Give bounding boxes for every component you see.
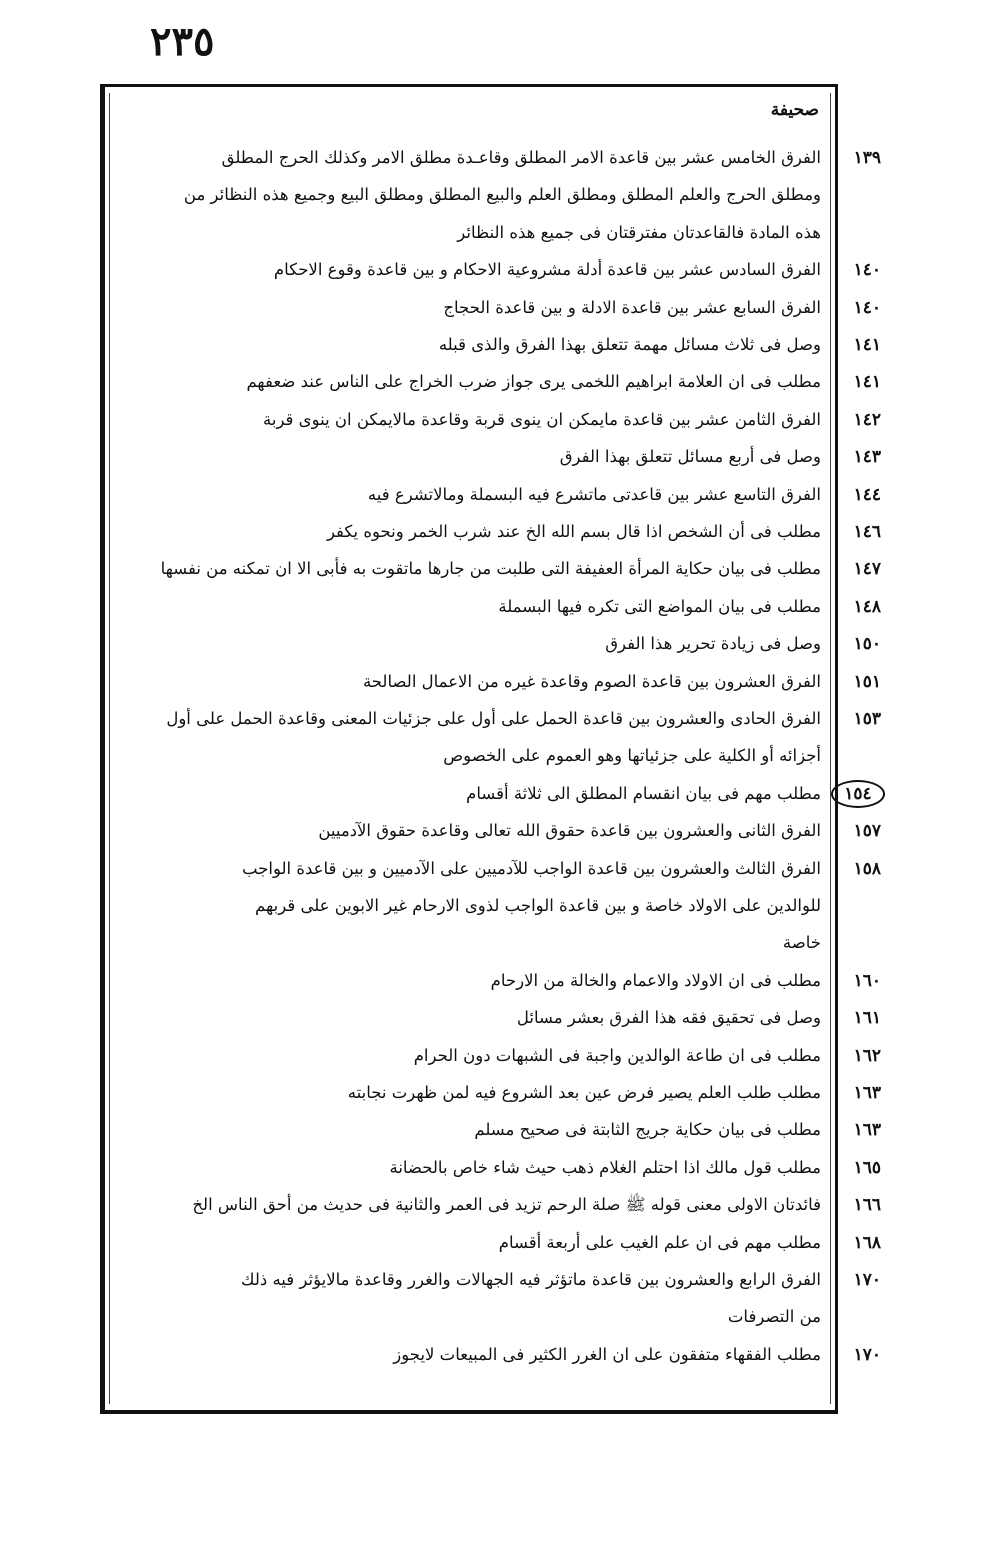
toc-entry <box>114 520 881 544</box>
toc-entry-text: الفرق الثانى والعشرون بين قاعدة حقوق الله تعالى وقاعدة حقوق الآدميين <box>318 821 821 840</box>
toc-entry-continuation <box>114 744 821 768</box>
toc-entry <box>114 857 881 881</box>
toc-page-number: ١٤١ <box>853 335 881 355</box>
toc-entry <box>114 1156 881 1180</box>
toc-page-number: ١٦٢ <box>853 1046 881 1066</box>
toc-entry-text: الفرق السابع عشر بين قاعدة الادلة و بين قاعدة الحجاج <box>443 298 821 317</box>
toc-entry <box>114 1006 881 1030</box>
toc-entry <box>114 370 881 394</box>
toc-page-number: ١٥٣ <box>853 709 881 729</box>
toc-entry <box>114 408 881 432</box>
toc-entry-text: مطلب طلب العلم يصير فرض عين بعد الشروع فيه لمن ظهرت نجابته <box>347 1083 821 1102</box>
toc-page-number: ١٧٠ <box>853 1345 881 1365</box>
toc-entry-text: الفرق الخامس عشر بين قاعدة الامر المطلق وقاعـدة مطلق الامر وكذلك الحرج المطلق <box>221 148 821 167</box>
toc-page-number: ١٥٧ <box>853 821 881 841</box>
toc-page-number: ١٤٠ <box>853 260 881 280</box>
toc-entry-text: مطلب مهم فى بيان انقسام المطلق الى ثلاثة أقسام <box>466 784 821 803</box>
toc-entry <box>114 819 881 843</box>
toc-page-number: ١٥١ <box>853 672 881 692</box>
toc-entry <box>114 595 881 619</box>
toc-entry <box>114 1193 881 1217</box>
toc-entry <box>114 1343 881 1367</box>
toc-entry <box>114 707 881 731</box>
toc-entry <box>114 1231 881 1255</box>
toc-page-number: ١٦٨ <box>853 1233 881 1253</box>
toc-page-number: ١٣٩ <box>853 148 881 168</box>
toc-entry <box>114 1081 881 1105</box>
toc-entry <box>114 632 881 656</box>
toc-entry-text: الفرق العشرون بين قاعدة الصوم وقاعدة غيره من الاعمال الصالحة <box>362 672 821 691</box>
toc-page-number: ١٥٤ <box>831 780 885 808</box>
toc-page-number: ١٤٧ <box>853 559 881 579</box>
toc-entry-text: وصل فى تحقيق فقه هذا الفرق بعشر مسائل <box>516 1008 821 1027</box>
toc-entry-text: فائدتان الاولى معنى قوله ﷺ صلة الرحم تزيد فى العمر والثانية فى حديث من أحق الناس الخ <box>192 1195 821 1214</box>
toc-entry <box>114 670 881 694</box>
toc-entry-text: مطلب قول مالك اذا احتلم الغلام ذهب حيث شاء خاص بالحضانة <box>389 1158 821 1177</box>
toc-entry-text: وصل فى زيادة تحرير هذا الفرق <box>605 634 821 653</box>
toc-entry <box>114 333 881 357</box>
toc-page-number: ١٦٣ <box>853 1120 881 1140</box>
toc-page-number: ١٤٦ <box>853 522 881 542</box>
toc-entry <box>114 557 881 581</box>
toc-entry-text: وصل فى ثلاث مسائل مهمة تتعلق بهذا الفرق والذى قبله <box>438 335 821 354</box>
toc-entry-continuation <box>114 931 821 955</box>
toc-entry-text: من التصرفات <box>727 1307 821 1326</box>
toc-entry-continuation <box>114 894 821 918</box>
toc-entry-text: الفرق الثامن عشر بين قاعدة مايمكن ان ينوى قربة وقاعدة مالايمكن ان ينوى قربة <box>263 410 821 429</box>
toc-page-number: ١٦٣ <box>853 1083 881 1103</box>
toc-entry-text: مطلب فى ان الاولاد والاعمام والخالة من الارحام <box>490 971 821 990</box>
toc-entry <box>114 258 881 282</box>
toc-entry-text: مطلب فى بيان المواضع التى تكره فيها البسملة <box>498 597 821 616</box>
toc-entry <box>114 1044 881 1068</box>
toc-entry <box>114 782 872 806</box>
page-number: ٢٣٥ <box>150 18 215 65</box>
toc-entry-text: مطلب مهم فى ان علم الغيب على أربعة أقسام <box>498 1233 821 1252</box>
toc-entry <box>114 296 881 320</box>
toc-entry-text: خاصة <box>782 933 821 952</box>
toc-page-number: ١٤٢ <box>853 410 881 430</box>
toc-entry-text: الفرق الحادى والعشرون بين قاعدة الحمل على أول على جزئيات المعنى وقاعدة الحمل على أول <box>166 709 821 728</box>
header-label: صحيفة <box>770 100 819 120</box>
toc-page-number: ١٤١ <box>853 372 881 392</box>
toc-page-number: ١٤٤ <box>853 485 881 505</box>
toc-entry-text: وصل فى أربع مسائل تتعلق بهذا الفرق <box>559 447 821 466</box>
toc-entry <box>114 146 881 170</box>
toc-entry-text: الفرق السادس عشر بين قاعدة أدلة مشروعية الاحكام و بين قاعدة وقوع الاحكام <box>273 260 821 279</box>
toc-entry <box>114 483 881 507</box>
toc-entry <box>114 445 881 469</box>
toc-entry-text: هذه المادة فالقاعدتان مفترقتان فى جميع هذه النظائر <box>457 223 821 242</box>
toc-entry-continuation <box>114 1305 821 1329</box>
toc-entry-text: أجزائه أو الكلية على جزئياتها وهو العموم على الخصوص <box>443 746 821 765</box>
toc-entry-text: ومطلق الحرج والعلم المطلق ومطلق العلم والبيع المطلق ومطلق البيع وجميع هذه النظائر من <box>183 185 821 204</box>
toc-entry-text: مطلب الفقهاء متفقون على ان الغرر الكثير فى المبيعات لايجوز <box>393 1345 821 1364</box>
toc-entry <box>114 1118 881 1142</box>
toc-page-number: ١٤٨ <box>853 597 881 617</box>
toc-entry-text: مطلب فى بيان حكاية جريج الثابتة فى صحيح مسلم <box>474 1120 821 1139</box>
toc-entry-text: مطلب فى ان طاعة الوالدين واجبة فى الشبهات دون الحرام <box>413 1046 821 1065</box>
toc-entry-text: للوالدين على الاولاد خاصة و بين قاعدة الواجب لذوى الارحام غير الابوين على قربهم <box>255 896 821 915</box>
toc-entry-continuation <box>114 183 821 207</box>
toc-page-number: ١٧٠ <box>853 1270 881 1290</box>
toc-entry <box>114 969 881 993</box>
toc-page-number: ١٦١ <box>853 1008 881 1028</box>
toc-entry-text: الفرق الرابع والعشرون بين قاعدة ماتؤثر فيه الجهالات والغرر وقاعدة مالايؤثر فيه ذلك <box>240 1270 821 1289</box>
toc-page-number: ١٦٥ <box>853 1158 881 1178</box>
toc-entry-text: مطلب فى ان العلامة ابراهيم اللخمى يرى جواز ضرب الخراج على الناس عند ضعفهم <box>246 372 821 391</box>
toc-page-number: ١٦٠ <box>853 971 881 991</box>
toc-entry-text: مطلب فى بيان حكاية المرأة العفيفة التى طلبت من جارها ماتقوت به فأبى الا ان تمكنه من نفسها <box>160 559 821 578</box>
toc-entry-continuation <box>114 221 821 245</box>
toc-entry-text: الفرق الثالث والعشرون بين قاعدة الواجب للآدميين على الآدميين و بين قاعدة الواجب <box>241 859 821 878</box>
toc-page-number: ١٥٨ <box>853 859 881 879</box>
toc-entry-text: مطلب فى أن الشخص اذا قال بسم الله الخ عند شرب الخمر ونحوه يكفر <box>326 522 821 541</box>
toc-page-number: ١٤٣ <box>853 447 881 467</box>
toc-entry <box>114 1268 881 1292</box>
toc-page-number: ١٦٦ <box>853 1195 881 1215</box>
toc-page-number: ١٥٠ <box>853 634 881 654</box>
toc-page-number: ١٤٠ <box>853 298 881 318</box>
toc-entry-text: الفرق التاسع عشر بين قاعدتى ماتشرع فيه البسملة ومالاتشرع فيه <box>367 485 821 504</box>
